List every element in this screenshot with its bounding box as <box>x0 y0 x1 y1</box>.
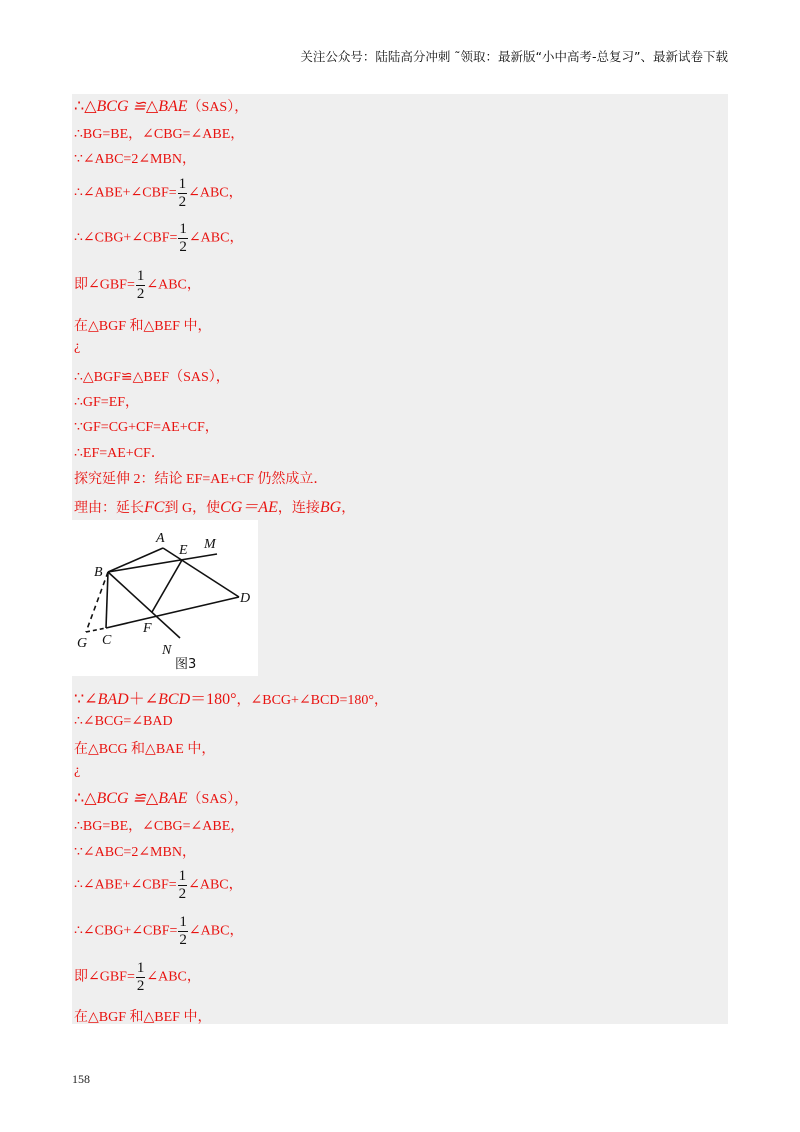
label-F: F <box>143 621 152 636</box>
segment-BA <box>108 548 163 572</box>
label-A: A <box>156 531 165 546</box>
line-congruence-2: ∴△BCG ≌△BAE（SAS）， <box>74 790 249 807</box>
line-14: 理由：延长FC到 G，使CG＝AE，连接BG， <box>74 499 356 516</box>
line-13: 探究延伸 2：结论 EF=AE+CF 仍然成立． <box>74 472 328 487</box>
figure-svg <box>72 520 258 676</box>
label-N: N <box>162 643 172 658</box>
line-7: 在△BGF 和△BEF 中， <box>74 319 212 334</box>
line-15: ∵∠BAD＋∠BCD＝180°，∠BCG+∠BCD=180°， <box>74 691 388 708</box>
segment-DC <box>106 597 239 628</box>
line-17: 在△BCG 和△BAE 中， <box>74 742 216 757</box>
line-8: ¿ <box>74 339 81 354</box>
line-6 <box>74 268 201 303</box>
line-20: ∴BG=BE，∠CBG=∠ABE， <box>74 819 245 834</box>
fraction-half: $\frac{1}{2}$ <box>136 268 145 302</box>
fraction-half: $\frac{1}{2}$ <box>178 868 187 902</box>
line-10: ∴GF=EF， <box>74 395 140 410</box>
segment-BG-dashed <box>86 572 108 632</box>
line-4 <box>74 176 243 211</box>
line-12: ∴EF=AE+CF． <box>74 446 165 461</box>
line-text: 即∠GBF= <box>74 277 135 293</box>
figure-caption: 图3 <box>175 657 197 672</box>
page-header: 关注公众号：陆陆高分冲刺 ˜领取：最新版“小中高考-总复习”、最新试卷下载 <box>300 49 728 64</box>
label-E: E <box>179 543 188 558</box>
line-5 <box>74 221 243 256</box>
line-text: ∠ABC， <box>188 230 244 246</box>
line-23: ∴∠CBG+∠CBF= $\frac{1}{2}$ ∠ABC， <box>74 914 244 948</box>
line-text: ∠ABC， <box>188 185 243 201</box>
page-number: 158 <box>72 1072 90 1086</box>
line-25: 在△BGF 和△BEF 中， <box>74 1010 212 1025</box>
line-16: ∴∠BCG=∠BAD <box>74 714 173 729</box>
geometry-figure <box>72 520 258 676</box>
line-9: ∴△BGF≌△BEF（SAS）， <box>74 370 230 385</box>
therefore-symbol: ∴ <box>74 98 85 115</box>
line-22: ∴∠ABE+∠CBF= $\frac{1}{2}$ ∠ABC， <box>74 868 243 902</box>
math-expression: △BCG ≌△BAE <box>84 98 188 115</box>
segment-GC-dashed <box>86 628 106 632</box>
fraction-half: $\frac{1}{2}$ <box>178 176 187 210</box>
line-text: ∠ABC， <box>146 277 201 293</box>
line-congruence-1 <box>74 96 248 116</box>
label-C: C <box>102 633 112 648</box>
line-text: ∴∠CBG+∠CBF= <box>74 230 178 246</box>
fraction-half: $\frac{1}{2}$ <box>179 914 187 948</box>
label-D: D <box>240 591 251 606</box>
segment-EF <box>152 560 182 612</box>
reason-text: （SAS）， <box>187 100 249 115</box>
line-21: ∵∠ABC=2∠MBN， <box>74 845 196 860</box>
line-3: ∵∠ABC=2∠MBN， <box>74 152 196 167</box>
label-G: G <box>77 636 88 651</box>
line-18: ¿ <box>74 763 81 778</box>
solution-content <box>72 94 728 1024</box>
label-M: M <box>204 537 216 552</box>
line-24: 即∠GBF= $\frac{1}{2}$ ∠ABC， <box>74 960 201 994</box>
line-text: ∴∠ABE+∠CBF= <box>74 185 177 201</box>
fraction-half: $\frac{1}{2}$ <box>136 960 145 994</box>
fraction-half: $\frac{1}{2}$ <box>179 221 187 255</box>
label-B: B <box>94 565 103 580</box>
segment-BC <box>106 572 108 628</box>
ray-BM <box>108 554 217 572</box>
line-2: ∴BG=BE，∠CBG=∠ABE， <box>74 127 245 142</box>
line-11: ∵GF=CG+CF=AE+CF， <box>74 420 219 435</box>
